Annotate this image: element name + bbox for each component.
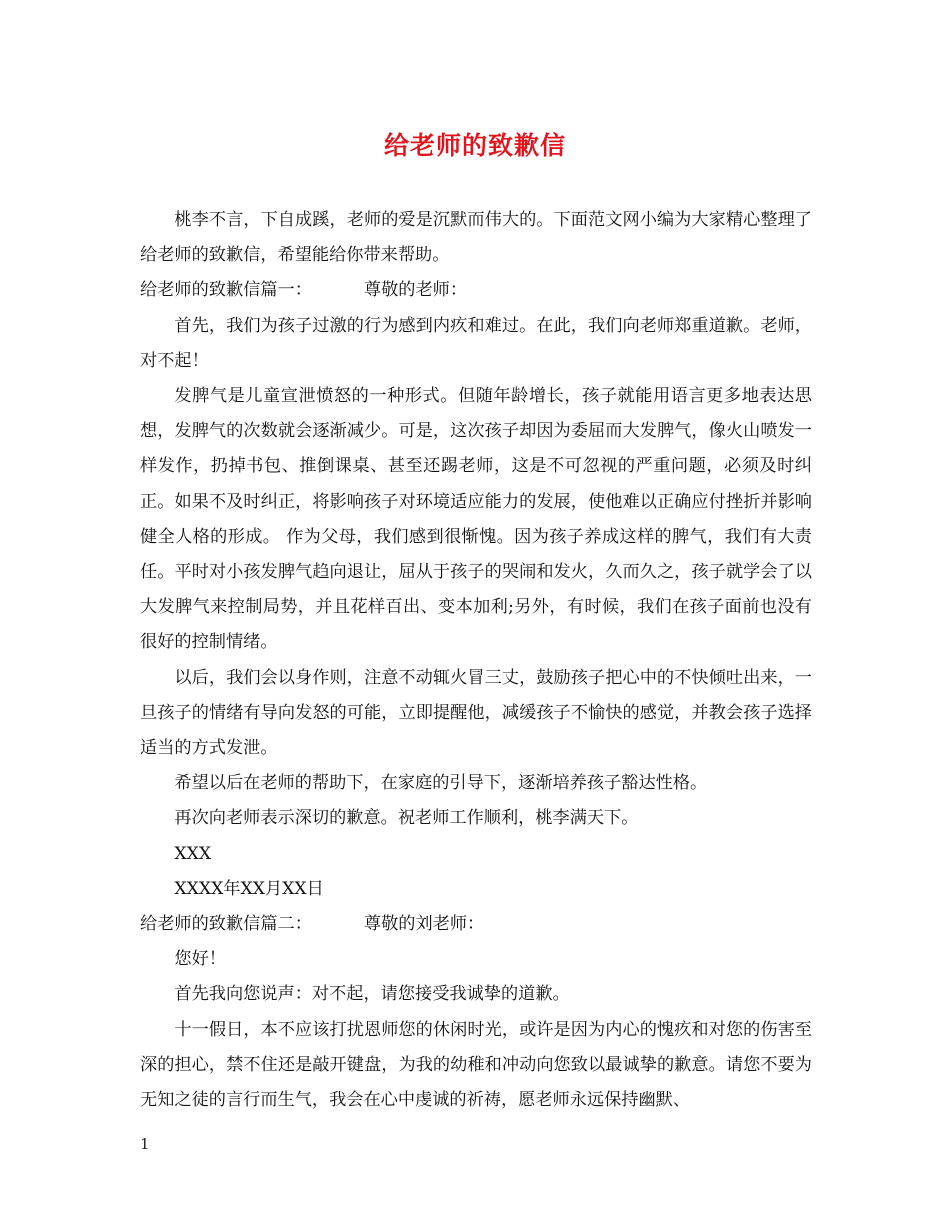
section-1-salutation: 尊敬的老师：: [363, 280, 468, 301]
section-heading-1: [140, 273, 812, 308]
section-2-title: 给老师的致歉信篇二：: [140, 914, 312, 935]
intro-paragraph: 桃李不言，下自成蹊，老师的爱是沉默而伟大的。下面范文网小编为大家精心整理了给老师的致歉信，希望能给你带来帮助。: [140, 210, 812, 266]
section-2-paragraph: 您好！: [174, 949, 226, 970]
section-1-title: 给老师的致歉信篇一：: [140, 280, 312, 301]
section-1-date: XXXX年XX月XX日: [174, 878, 324, 899]
document-body: [140, 203, 812, 1118]
section-1-paragraph: 希望以后在老师的帮助下，在家庭的引导下，逐渐培养孩子豁达性格。: [174, 773, 708, 794]
section-heading-2: [140, 907, 812, 942]
section-1-paragraph: 发脾气是儿童宣泄愤怒的一种形式。但随年龄增长，孩子就能用语言更多地表达思想，发脾气的次数就会逐渐减少。可是，这次孩子却因为委屈而大发脾气，像火山喷发一样发作，扔掉书包、推倒课桌、甚至还踢老师，这是不可忽视的严重问题，必须及时纠正。如果不及时纠正，将影响孩子对环境适应能力的发展，使他难以正确应付挫折并影响健全人格的形成。 作为父母，我们感到很惭愧。因为孩子养成这样的脾气，我们有大责任。平时对小孩发脾气趋向退让，屈从于孩子的哭闹和发火，久而久之，孩子就学会了以大发脾气来控制局势，并且花样百出、变本加利;另外，有时候，我们在孩子面前也没有很好的控制情绪。: [140, 386, 812, 653]
section-1-signature: XXX: [174, 843, 212, 864]
document-title: 给老师的致歉信: [383, 131, 566, 160]
section-2-paragraph: 十一假日，本不应该打扰恩师您的休闲时光，或许是因为内心的愧疚和对您的伤害至深的担心，禁不住还是敲开键盘，为我的幼稚和冲动向您致以最诚挚的歉意。请您不要为无知之徒的言行而生气，我会在心中虔诚的祈祷，愿老师永远保持幽默、: [140, 1019, 812, 1111]
section-2-salutation: 尊敬的刘老师：: [363, 914, 485, 935]
section-1-paragraph: 再次向老师表示深切的歉意。祝老师工作顺利，桃李满天下。: [174, 808, 639, 829]
section-1-paragraph: 以后，我们会以身作则，注意不动辄火冒三丈，鼓励孩子把心中的不快倾吐出来，一旦孩子的情绪有导向发怒的可能，立即提醒他，减缓孩子不愉快的感觉，并教会孩子选择适当的方式发泄。: [140, 667, 812, 759]
section-2-paragraph: 首先我向您说声：对不起，请您接受我诚挚的道歉。: [174, 984, 570, 1005]
page-number: 1: [140, 1135, 150, 1153]
section-1-paragraph: 首先，我们为孩子过激的行为感到内疚和难过。在此，我们向老师郑重道歉。老师，对不起！: [140, 315, 812, 371]
